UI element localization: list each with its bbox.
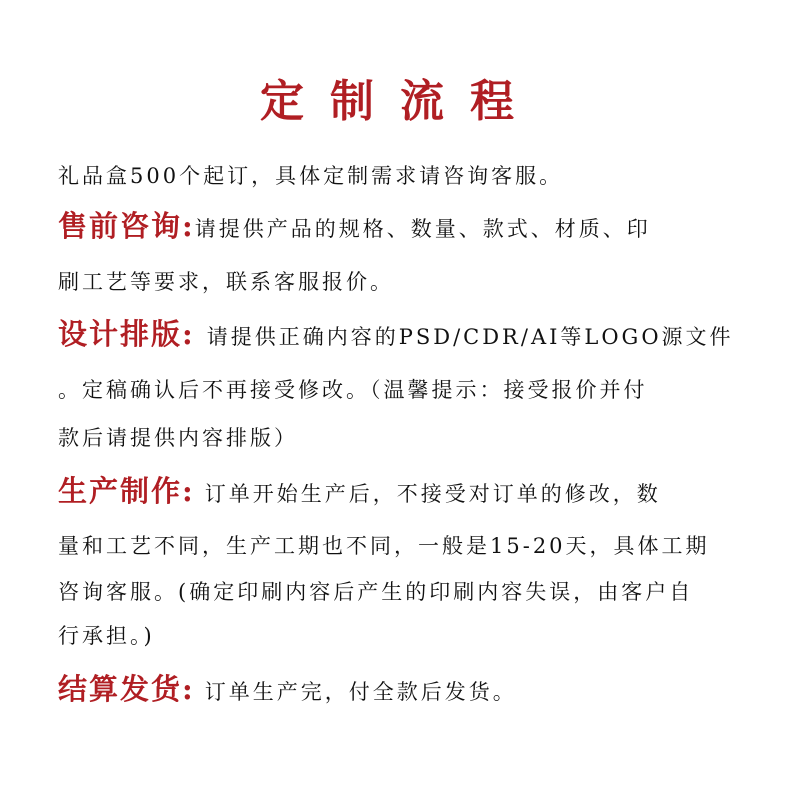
section-heading-design: 设计排版:: [58, 317, 195, 351]
section-text: 咨询客服。(确定印刷内容后产生的印刷内容失误，由客户自: [58, 580, 694, 604]
section-text: 款后请提供内容排版）: [58, 426, 298, 450]
section-text: 量和工艺不同，生产工期也不同，一般是15-20天，具体工期: [58, 534, 710, 558]
page-title: 定制流程: [260, 76, 540, 127]
section-settlement-line-1: [58, 674, 517, 707]
section-production-line-1: [58, 476, 661, 509]
section-text: 。定稿确认后不再接受修改。（温馨提示：接受报价并付: [58, 378, 648, 402]
section-heading-presale: 售前咨询:: [58, 209, 195, 243]
section-presale-line-1: [58, 211, 651, 244]
section-text: 行承担。): [58, 624, 155, 648]
section-heading-settlement: 结算发货:: [58, 672, 195, 706]
section-text: 刷工艺等要求，联系客服报价。: [58, 270, 394, 294]
section-heading-production: 生产制作:: [58, 474, 195, 508]
section-design-line-1: [58, 319, 734, 352]
section-text: 请提供产品的规格、数量、款式、材质、印: [194, 217, 651, 241]
section-text: 订单开始生产后，不接受对订单的修改，数: [204, 482, 661, 506]
section-text: 请提供正确内容的PSD/CDR/AI等LOGO源文件: [206, 325, 734, 349]
section-text: 订单生产完，付全款后发货。: [204, 680, 517, 704]
intro-text: 礼品盒500个起订，具体定制需求请咨询客服。: [58, 164, 564, 188]
